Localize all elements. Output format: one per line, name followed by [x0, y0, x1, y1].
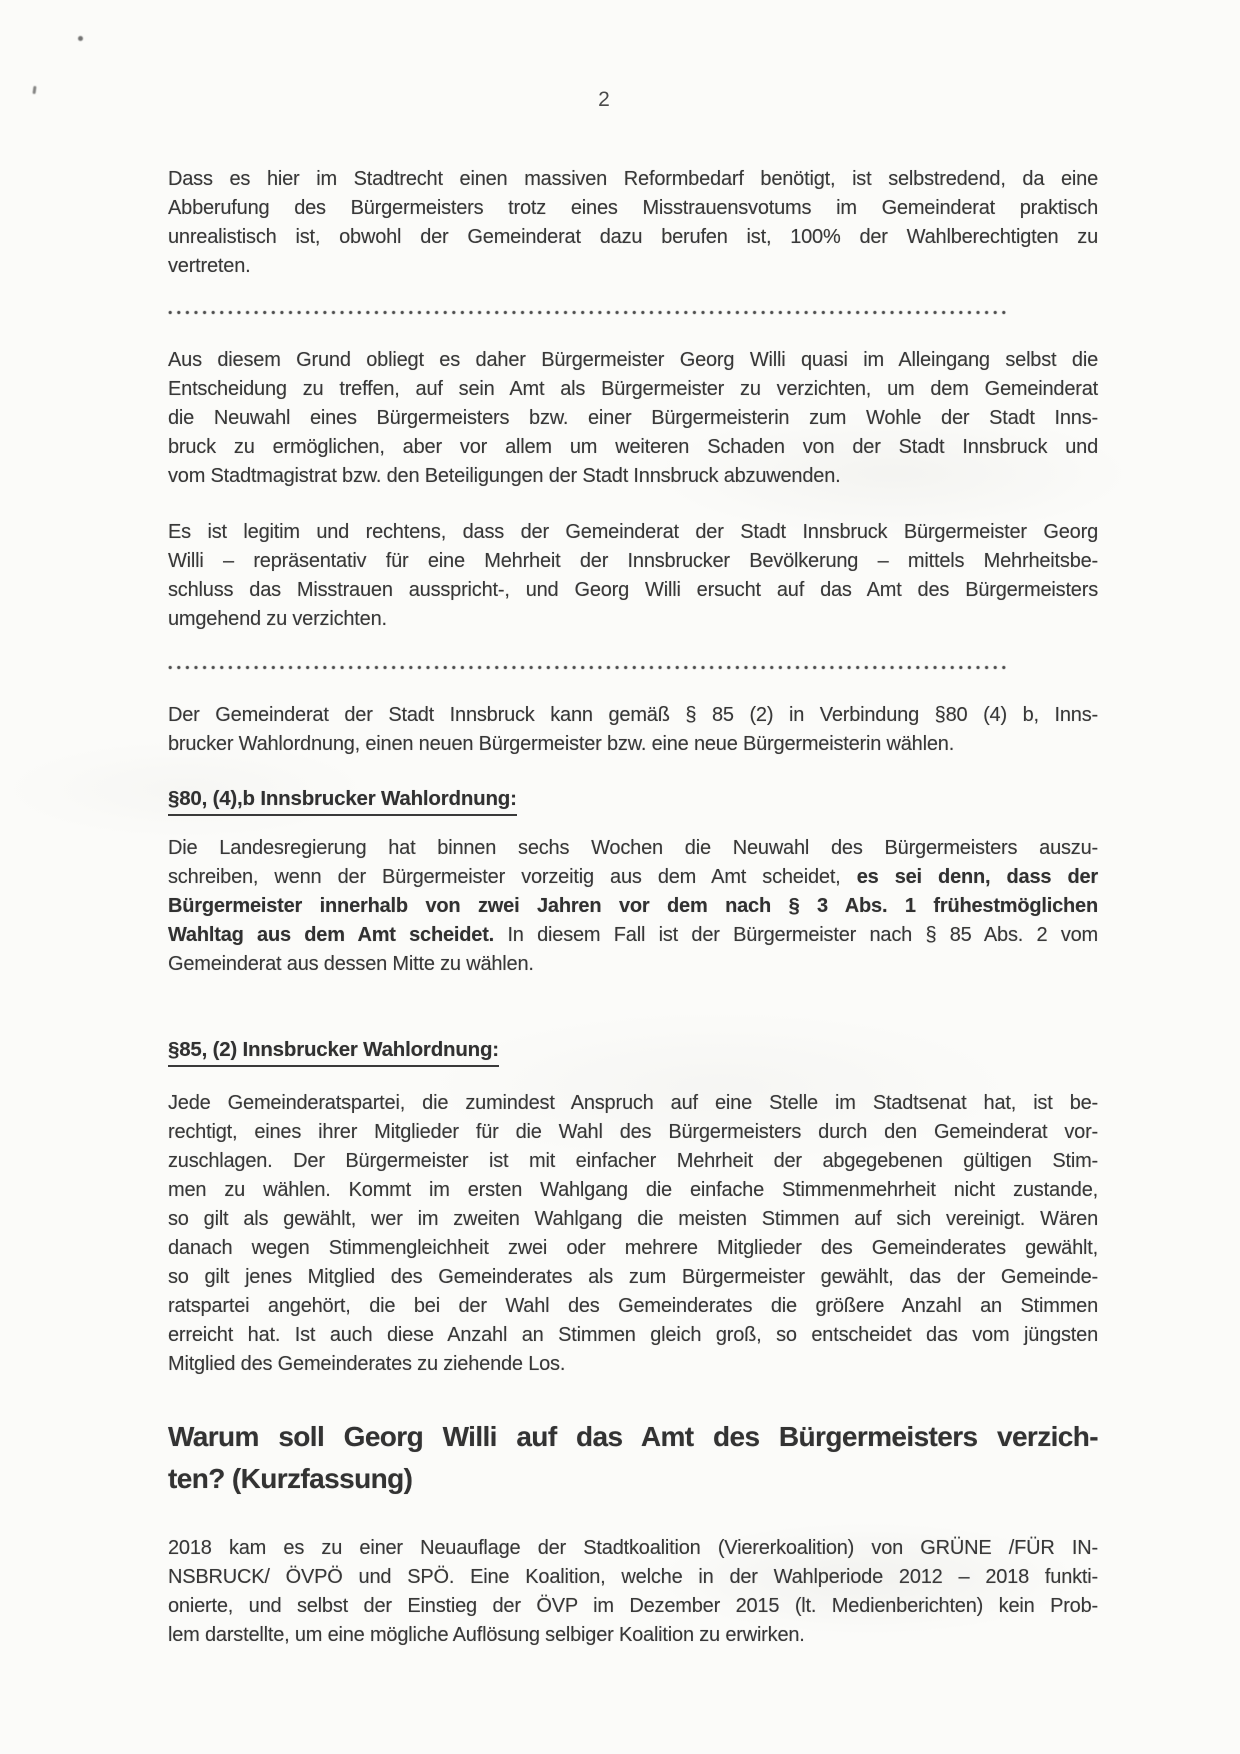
- text-line: danach wegen Stimmengleichheit zwei oder mehrere Mitglieder des Gemeinderates gewählt,: [168, 1237, 1098, 1259]
- text-line: umgehend zu verzichten.: [168, 608, 387, 630]
- text-line: ratspartei angehört, die bei der Wahl des Gemeinderates die größere Anzahl an Stimmen: [168, 1295, 1098, 1317]
- text-run-bold: es sei denn, dass der: [856, 866, 1099, 888]
- text-line: Gemeinderat aus dessen Mitte zu wählen.: [168, 953, 534, 975]
- dotted-divider: [168, 665, 1008, 670]
- text-line: NSBRUCK/ ÖVPÖ und SPÖ. Eine Koalition, welche in der Wahlperiode 2012 – 2018 funkti-: [168, 1566, 1098, 1588]
- text-line: 2018 kam es zu einer Neuauflage der Stadtkoalition (Viererkoalition) von GRÜNE /FÜR IN-: [168, 1537, 1098, 1559]
- text-line: so gilt als gewählt, wer im zweiten Wahlgang die meisten Stimmen auf sich vereinigt. Wären: [168, 1208, 1098, 1230]
- text-line: [168, 921, 1098, 950]
- paragraph-aus-diesem-grund: [168, 346, 1098, 491]
- heading-text: §85, (2) Innsbrucker Wahlordnung:: [168, 1035, 499, 1067]
- document-body: [168, 0, 1098, 1650]
- text-line: Dass es hier im Stadtrecht einen massiven Reformbedarf benötigt, ist selbstredend, da eine: [168, 168, 1098, 190]
- text-line: vertreten.: [168, 255, 251, 277]
- heading-line: ten? (Kurzfassung): [168, 1463, 413, 1494]
- text-line: Willi – repräsentativ für eine Mehrheit der Innsbrucker Bevölkerung – mittels Mehrheitsbe-: [168, 550, 1098, 572]
- text-line: schluss das Misstrauen ausspricht-, und Georg Willi ersucht auf das Amt des Bürgermeisters: [168, 579, 1098, 601]
- section-heading-85-2: [168, 1035, 1098, 1067]
- text-line: brucker Wahlordnung, einen neuen Bürgermeister bzw. eine neue Bürgermeisterin wählen.: [168, 733, 955, 755]
- text-line: bruck zu ermöglichen, aber vor allem um weiteren Schaden von der Stadt Innsbruck und: [168, 436, 1098, 458]
- paragraph-reformbedarf: [168, 165, 1098, 281]
- text-line: Die Landesregierung hat binnen sechs Wochen die Neuwahl des Bürgermeisters auszu-: [168, 837, 1098, 859]
- text-line: Es ist legitim und rechtens, dass der Gemeinderat der Stadt Innsbruck Bürgermeister Georg: [168, 521, 1098, 543]
- text-line: Entscheidung zu treffen, auf sein Amt als Bürgermeister zu verzichten, um dem Gemeinderat: [168, 378, 1098, 400]
- text-run: In diesem Fall ist der Bürgermeister nach § 85 Abs. 2 vom: [494, 924, 1099, 946]
- text-line: Mitglied des Gemeinderates zu ziehende Los.: [168, 1353, 566, 1375]
- section-heading-80-4b: [168, 784, 1098, 816]
- text-run: schreiben, wenn der Bürgermeister vorzeitig aus dem Amt scheidet,: [168, 866, 857, 888]
- paragraph-landesregierung: [168, 834, 1098, 979]
- heading-text: §80, (4),b Innsbrucker Wahlordnung:: [168, 784, 517, 816]
- text-line: Aus diesem Grund obliegt es daher Bürgermeister Georg Willi quasi im Alleingang selbst die: [168, 349, 1098, 371]
- heading-line: Warum soll Georg Willi auf das Amt des Bürgermeisters verzich-: [168, 1421, 1098, 1452]
- text-line: [168, 863, 1098, 892]
- text-line: men zu wählen. Kommt im ersten Wahlgang die einfache Stimmenmehrheit nicht zustande,: [168, 1179, 1098, 1201]
- dotted-divider: [168, 310, 1008, 315]
- text-line: rechtigt, eines ihrer Mitglieder für die Wahl des Bürgermeisters durch den Gemeinderat vor-: [168, 1121, 1098, 1143]
- paragraph-jede-gemeinderatspartei: [168, 1089, 1098, 1379]
- text-line: die Neuwahl eines Bürgermeisters bzw. einer Bürgermeisterin zum Wohle der Stadt Inns-: [168, 407, 1098, 429]
- text-line: Jede Gemeinderatspartei, die zumindest Anspruch auf eine Stelle im Stadtsenat hat, ist be-: [168, 1092, 1098, 1114]
- page-number: 2: [598, 88, 610, 111]
- text-line: lem darstellte, um eine mögliche Auflösung selbiger Koalition zu erwirken.: [168, 1624, 805, 1646]
- text-line: zuschlagen. Der Bürgermeister ist mit einfacher Mehrheit der abgegebenen gültigen Stim-: [168, 1150, 1098, 1172]
- text-line: onierte, und selbst der Einstieg der ÖVP im Dezember 2015 (lt. Medienberichten) kein Prob-: [168, 1595, 1098, 1617]
- scan-artifact-speck: [78, 36, 83, 41]
- text-line: Der Gemeinderat der Stadt Innsbruck kann gemäß § 85 (2) in Verbindung §80 (4) b, Inns-: [168, 704, 1098, 726]
- paragraph-es-ist-legitim: [168, 518, 1098, 634]
- paragraph-2018-koalition: [168, 1534, 1098, 1650]
- text-line: vom Stadtmagistrat bzw. den Beteiligungen der Stadt Innsbruck abzuwenden.: [168, 465, 841, 487]
- text-line: erreicht hat. Ist auch diese Anzahl an Stimmen gleich groß, so entscheidet das vom jüngsten: [168, 1324, 1098, 1346]
- text-line: Abberufung des Bürgermeisters trotz eines Misstrauensvotums im Gemeinderat praktisch: [168, 197, 1098, 219]
- text-line: unrealistisch ist, obwohl der Gemeinderat dazu berufen ist, 100% der Wahlberechtigten zu: [168, 226, 1098, 248]
- text-run-bold: Wahltag aus dem Amt scheidet.: [168, 924, 495, 946]
- text-line: Bürgermeister innerhalb von zwei Jahren vor dem nach § 3 Abs. 1 frühestmöglichen: [168, 895, 1098, 917]
- text-line: so gilt jenes Mitglied des Gemeinderates als zum Bürgermeister gewählt, das der Gemeinde-: [168, 1266, 1098, 1288]
- paragraph-gemeinderat-kann-waehlen: [168, 701, 1098, 759]
- main-heading-warum-verzichten: [168, 1416, 1098, 1500]
